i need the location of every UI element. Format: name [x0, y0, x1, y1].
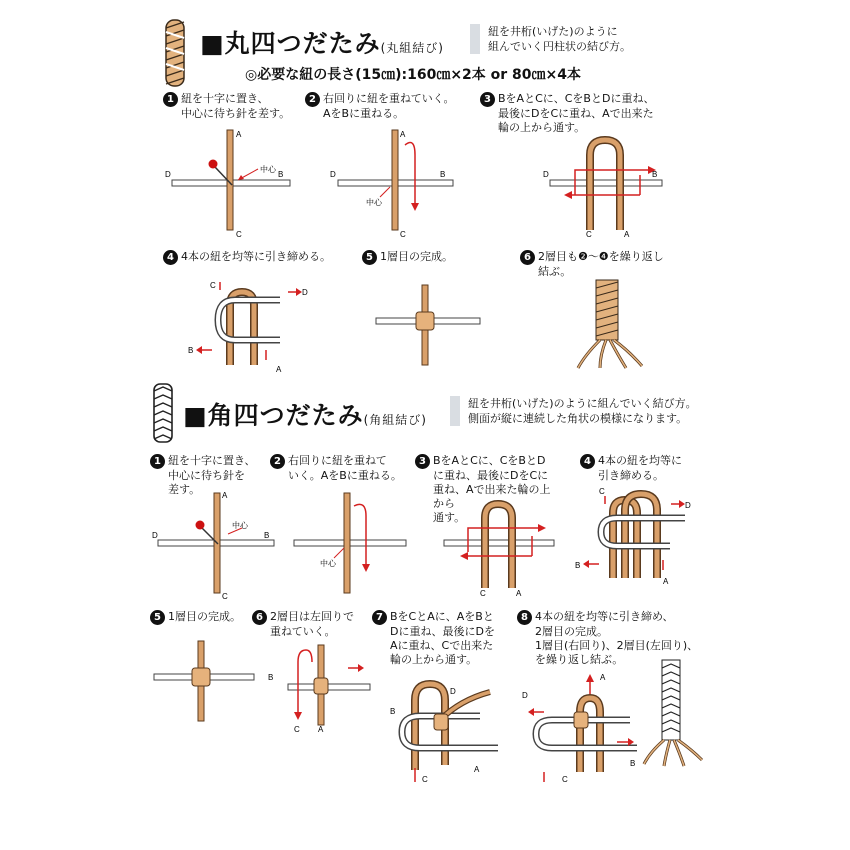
s2-step-5-number: 5 — [150, 610, 165, 625]
s2-step-3-line2: に重ね、最後にDをCに — [433, 469, 549, 482]
s1d4-label-c: C — [210, 281, 216, 290]
section2-braid-icon — [148, 382, 178, 444]
s1-step-2-line1: 右回りに紐を重ねていく。 — [323, 92, 455, 105]
s1-step-2-number: 2 — [305, 92, 320, 107]
s1-diagram-step3 — [540, 125, 670, 240]
s1d1-label-c: C — [236, 230, 242, 239]
s1-step-4-number: 4 — [163, 250, 178, 265]
section1-title — [200, 24, 444, 60]
s2-step-8-line1: 4本の紐を均等に引き締め、 — [535, 610, 674, 623]
s2-step-7-number: 7 — [372, 610, 387, 625]
s2d7-label-c: C — [422, 775, 428, 784]
s1-step-3-line1: BをAとCに、CをBとDに重ね、 — [498, 92, 655, 105]
s2d3-label-a: A — [516, 589, 522, 598]
s2d4-label-b: B — [575, 561, 581, 570]
s2d7-label-d: D — [450, 687, 456, 696]
s1-step-1-line2: 中心に待ち針を差す。 — [181, 107, 291, 120]
s2-step-8-line3: 1層目(右回り)、2層目(左回り)、 — [535, 639, 699, 652]
s2-step-8-number: 8 — [517, 610, 532, 625]
s1-step-3-number: 3 — [480, 92, 495, 107]
s1-diagram-step4 — [180, 280, 310, 375]
section2-subtitle: (角組結び) — [363, 413, 427, 427]
s1d1-label-b: B — [278, 170, 284, 179]
s2-step-3-line4: から — [433, 497, 455, 510]
s1-step-2-line2: AをBに重ねる。 — [323, 107, 405, 120]
s2-step-1-line2: 中心に待ち針を — [168, 469, 245, 482]
s2d4-label-d: D — [685, 501, 691, 510]
s2d8-label-d: D — [522, 691, 528, 700]
s1-step-3-line2: 最後にDをCに重ね、Aで出来た — [498, 107, 654, 120]
s2d6-label-b: B — [268, 673, 274, 682]
s1d1-label-center: 中心 — [260, 165, 276, 174]
s1d3-label-b: B — [652, 170, 658, 179]
s1-step-6 — [520, 250, 664, 279]
cord-length-requirement: ◎必要な紐の長さ(15㎝):160㎝×2本 or 80㎝×4本 — [245, 67, 582, 83]
s2d4-label-c: C — [599, 487, 605, 496]
s2-step-1-line3: 差す。 — [168, 483, 201, 496]
s2d1-label-a: A — [222, 491, 228, 500]
s2-diagram-braid — [640, 660, 710, 770]
s2-diagram-step2 — [290, 488, 415, 600]
s1d1-label-a: A — [236, 130, 242, 139]
s1d4-label-d: D — [302, 288, 308, 297]
s1d2-label-center: 中心 — [366, 198, 382, 207]
s1d1-label-d: D — [165, 170, 171, 179]
s2-diagram-step4 — [575, 488, 695, 588]
s2-pin — [196, 521, 205, 530]
s2d6-label-c: C — [294, 725, 300, 734]
s1-diagram-step2 — [330, 125, 460, 240]
s1d3-label-a: A — [624, 230, 630, 239]
section2-title-text: ■角四つだたみ — [183, 401, 364, 430]
s1d3-label-c: C — [586, 230, 592, 239]
s2-step-5 — [150, 610, 241, 625]
s2-step-8-line2: 2層目の完成。 — [535, 625, 608, 638]
section1-braid-icon — [160, 18, 190, 88]
s2-step-4-line1: 4本の紐を均等に — [598, 454, 682, 467]
section2-note-line2: 側面が縦に連続した角状の模様になります。 — [468, 412, 688, 425]
s2-step-6-line1: 2層目は左回りで — [270, 610, 354, 623]
s2-diagram-step8 — [522, 672, 652, 787]
s1-step-4 — [163, 250, 331, 265]
s2d1-label-c: C — [222, 592, 228, 601]
section2-note-bar — [450, 396, 460, 426]
s1-step-1-line1: 紐を十字に置き、 — [181, 92, 269, 105]
section1-note-line2: 組んでいく円柱状の結び方。 — [488, 40, 631, 53]
s1-pin — [209, 160, 218, 169]
s2-step-6-line2: 重ねていく。 — [270, 625, 336, 638]
s2d7-label-a: A — [474, 765, 480, 774]
s1-step-5-line1: 1層目の完成。 — [380, 250, 453, 263]
s2-step-7-line1: BをCとAに、AをBと — [390, 610, 494, 623]
s1d3-label-d: D — [543, 170, 549, 179]
s2d1-label-d: D — [152, 531, 158, 540]
s2-step-7 — [372, 610, 495, 667]
s2-step-2-number: 2 — [270, 454, 285, 469]
s1-step-5-number: 5 — [362, 250, 377, 265]
s1-step-6-line2: 結ぶ。 — [538, 265, 572, 278]
s2-step-7-line3: Aに重ね、Cで出来た — [390, 639, 494, 652]
s2-step-3-line3: 重ね、Aで出来た輪の上 — [433, 483, 551, 496]
s2-step-2-line1: 右回りに紐を重ねて — [288, 454, 387, 467]
s1-step-1-number: 1 — [163, 92, 178, 107]
section2-note — [468, 396, 697, 426]
section1-subtitle: (丸組結び) — [380, 41, 444, 55]
section2-note-line1: 紐を井桁(いげた)のように組んでいく結び方。 — [468, 397, 697, 410]
s1d4-label-a: A — [276, 365, 282, 374]
s2-step-1-number: 1 — [150, 454, 165, 469]
s1-step-1 — [163, 92, 290, 121]
section2-title — [183, 396, 427, 432]
s2-step-6-number: 6 — [252, 610, 267, 625]
s2-step-5-line1: 1層目の完成。 — [168, 610, 241, 623]
section1-note — [488, 24, 631, 54]
s1d2-label-c: C — [400, 230, 406, 239]
s2d4-label-a: A — [663, 577, 669, 586]
s1-step-6-number: 6 — [520, 250, 535, 265]
s1-diagram-step5 — [370, 280, 490, 370]
s2-diagram-step7 — [390, 670, 520, 785]
s2d1-label-center: 中心 — [232, 521, 248, 530]
s2-diagram-step5 — [150, 636, 260, 726]
s1-diagram-braid — [570, 280, 660, 370]
s2-step-7-line4: 輪の上から通す。 — [390, 653, 478, 666]
s2-step-8 — [517, 610, 698, 667]
s2d2-label-center: 中心 — [320, 559, 336, 568]
s1-step-3-line3: 輪の上から通す。 — [498, 121, 586, 134]
s1-step-4-line1: 4本の紐を均等に引き締める。 — [181, 250, 331, 263]
s1-step-6-line1: 2層目も❷〜❹を繰り返し — [538, 250, 664, 263]
s2d7-label-b: B — [390, 707, 396, 716]
s2-step-7-line2: Dに重ね、最後にDを — [390, 625, 495, 638]
s1d4-label-b: B — [188, 346, 194, 355]
s2-step-3-line1: BをAとCに、CをBとD — [433, 454, 546, 467]
s2-step-8-line4: を繰り返し結ぶ。 — [535, 653, 624, 666]
s2d6-label-a: A — [318, 725, 324, 734]
s2-step-1-line1: 紐を十字に置き、 — [168, 454, 256, 467]
s2d8-label-c: C — [562, 775, 568, 784]
s2-step-6 — [252, 610, 354, 639]
section1-title-text: ■丸四つだたみ — [200, 29, 381, 58]
s2-step-2 — [270, 454, 402, 483]
s1d2-label-b: B — [440, 170, 446, 179]
s1-step-5 — [362, 250, 453, 265]
s2d8-label-b: B — [630, 759, 636, 768]
s2d1-label-b: B — [264, 531, 270, 540]
s2-step-4-line2: 引き締める。 — [598, 469, 664, 482]
s1d2-label-d: D — [330, 170, 336, 179]
s2-step-3-number: 3 — [415, 454, 430, 469]
s2d8-label-a: A — [600, 673, 606, 682]
s2-step-4-number: 4 — [580, 454, 595, 469]
s2-step-4 — [580, 454, 682, 483]
s1-step-2 — [305, 92, 455, 121]
s2-step-3-line5: 通す。 — [433, 511, 466, 524]
s2-diagram-step3 — [440, 488, 560, 600]
s2d3-label-c: C — [480, 589, 486, 598]
s2-diagram-step6 — [268, 640, 378, 735]
section1-note-line1: 紐を井桁(いげた)のように — [488, 25, 618, 38]
s2-step-2-line2: いく。AをBに重ねる。 — [288, 469, 402, 482]
s1d2-label-a: A — [400, 130, 406, 139]
section1-note-bar — [470, 24, 480, 54]
s1-diagram-cross-pin — [160, 125, 300, 240]
s2-diagram-cross-pin — [152, 488, 282, 600]
